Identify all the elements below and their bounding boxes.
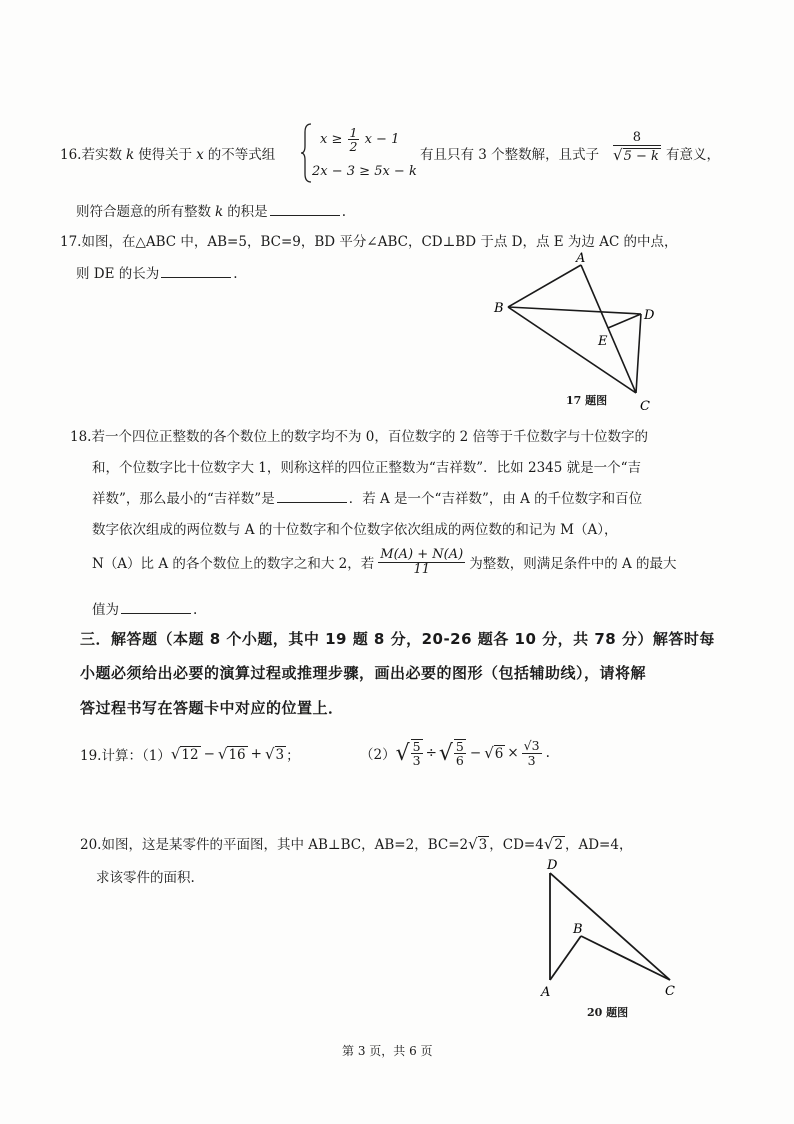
label-point-a: A	[576, 251, 586, 266]
q18-line1: 18.若一个四位正整数的各个数位上的数字均不为 0，百位数字的 2 倍等于千位数字与十位数字的	[70, 429, 649, 445]
q17-figure-caption: 17 题图	[566, 394, 608, 407]
q16-ineq1-frac-den: 2	[349, 139, 358, 155]
q19-p2-f3-num: √3	[523, 738, 540, 754]
sqrt-icon: √	[438, 740, 453, 766]
segment-de	[608, 314, 641, 328]
q20-line1	[80, 833, 632, 853]
q19-p2-frac1	[411, 739, 423, 767]
q18-fraction	[378, 548, 465, 576]
sqrt-icon: √	[613, 146, 623, 164]
label-point-d: D	[644, 308, 655, 323]
q16-line2-end: .	[341, 204, 346, 220]
q16-sqrt-fraction	[613, 130, 661, 164]
plus-sign: +	[250, 746, 262, 762]
segment-cd	[636, 314, 641, 393]
q20-line1-b: ，CD=4	[489, 837, 544, 853]
q16-line1	[60, 143, 275, 163]
q16-text-mid1: 使得关于	[138, 147, 193, 163]
segment-dc	[550, 873, 670, 980]
q17-line1: 17.如图，在△ABC 中，AB=5，BC=9，BD 平分∠ABC，CD⊥BD 于点 D，点 E 为边 AC 的中点，	[60, 234, 678, 250]
q18-line5-b: 为整数，则满足条件中的 A 的最大	[469, 556, 677, 573]
q18-line3	[92, 487, 642, 507]
q16-var-k: k	[125, 147, 135, 163]
q16-inequality-system	[300, 122, 415, 184]
q18-line2: 和，个位数字比十位数字大 1，则称这样的四位正整数为“吉祥数”．比如 2345 就是一个“吉	[92, 460, 642, 476]
page-footer: 第 3 页，共 6 页	[342, 1044, 433, 1058]
q18-line6-end: .	[193, 602, 198, 618]
q19-part1	[80, 744, 300, 764]
q19-p1-radicand-c: 3	[275, 746, 285, 763]
label-point-c: C	[640, 399, 650, 414]
q18-line3-b: ．若 A 是一个“吉祥数”，由 A 的千位数字和百位	[348, 491, 643, 507]
q16-ineq1	[320, 126, 399, 153]
divide-sign: ÷	[425, 745, 437, 761]
q19-p1-end: ；	[286, 748, 300, 764]
q17-line2	[76, 262, 238, 282]
label-point-a: A	[541, 985, 551, 1000]
minus-sign: −	[469, 745, 482, 761]
q18-line5-a: N（A）比 A 的各个数位上的数字之和大 2，若	[92, 556, 375, 573]
q20-line1-c: ，AD=4，	[564, 837, 633, 853]
sqrt-icon: √	[264, 745, 275, 763]
q17-answer-blank[interactable]	[161, 265, 231, 278]
minus-sign: −	[203, 746, 215, 762]
sqrt-icon: √	[170, 745, 181, 763]
section3-line3: 答过程书写在答题卡中对应的位置上．	[80, 699, 344, 717]
segment-ab	[508, 265, 581, 307]
sqrt-icon: √	[484, 744, 494, 762]
q18-line6-text: 值为	[92, 602, 119, 618]
times-sign: ×	[507, 745, 519, 761]
q18-frac-den: 11	[413, 561, 431, 577]
q16-ineq1-left: x ≥	[320, 132, 343, 148]
q17-line2-end: .	[233, 266, 238, 282]
q18-line4: 数字依次组成的两位数与 A 的十位数字和个位数字依次组成的两位数的和记为 M（A），	[92, 522, 618, 538]
q17-line2-text: 则 DE 的长为	[76, 266, 160, 282]
q16-var-x: x	[196, 147, 204, 163]
q18-answer-blank-2[interactable]	[121, 601, 191, 614]
q18-line6	[92, 598, 197, 618]
q18-line3-a: 祥数”，那么最小的“吉祥数”是	[92, 491, 275, 507]
q19-label: 19.计算：（1）	[80, 748, 171, 764]
q18-line5	[92, 548, 677, 576]
label-point-e: E	[598, 334, 608, 349]
q16-line2	[76, 200, 346, 220]
q19-label2: （2）	[360, 747, 396, 763]
q16-text-mid2: 的不等式组	[207, 147, 276, 163]
segment-bd	[508, 307, 641, 314]
q19-p2-f2-den: 6	[455, 753, 464, 768]
q16-answer-blank[interactable]	[270, 203, 340, 216]
q20-line2: 求该零件的面积.	[96, 870, 195, 886]
q19-p1-radicand-a: 12	[181, 746, 199, 763]
label-point-d: D	[547, 858, 558, 873]
q16-ineq2: 2x − 3 ≥ 5x − k	[312, 164, 417, 179]
section3-line2: 小题必须给出必要的演算过程或推理步骤，画出必要的图形（包括辅助线），请将解	[80, 664, 647, 682]
q20-radicand-2: 2	[554, 837, 563, 853]
q19-p2-frac2	[454, 739, 466, 767]
q16-ineq1-frac-num: 1	[349, 125, 358, 140]
segment-bc	[581, 936, 670, 980]
q19-p2-radicand: 6	[494, 745, 504, 762]
section3-line1: 三．解答题（本题 8 个小题，其中 19 题 8 分，20-26 题各 10 分，共 78 分）解答时每	[80, 630, 715, 648]
q19-p2-f3-den: 3	[527, 752, 536, 768]
sqrt-icon: √	[217, 745, 228, 763]
segment-ab	[550, 936, 581, 980]
q19-p1-radicand-b: 16	[228, 746, 246, 763]
q20-figure	[535, 855, 685, 1005]
q16-after-frac: 有意义，	[666, 147, 720, 163]
q19-p2-f2-num: 5	[455, 738, 464, 754]
q20-figure-caption: 20 题图	[587, 1006, 629, 1019]
q20-radicand-1: 3	[478, 837, 488, 853]
q16-frac-num: 8	[613, 130, 661, 146]
sqrt-icon: √	[468, 835, 478, 853]
sqrt-icon: √	[543, 835, 554, 853]
q18-frac-num: M(A) + N(A)	[380, 547, 464, 562]
q16-frac-den	[613, 146, 661, 164]
q16-line2-tail: 的积是	[227, 204, 268, 220]
q19-p2-f1-den: 3	[412, 753, 421, 768]
label-point-b: B	[494, 301, 504, 316]
q19-part2	[360, 733, 550, 773]
q20-line1-a: 20.如图，这是某零件的平面图，其中 AB⊥BC，AB=2，BC=2	[80, 837, 469, 853]
label-point-b: B	[573, 922, 583, 937]
q16-frac-den-radicand: 5 − k	[623, 149, 659, 164]
q19-p2-f1-num: 5	[412, 738, 421, 754]
label-point-c: C	[665, 984, 675, 999]
q19-p2-frac3	[522, 739, 542, 766]
sqrt-icon: √	[395, 740, 410, 766]
q18-answer-blank-1[interactable]	[277, 490, 347, 503]
q16-ineq1-tail: x − 1	[364, 132, 400, 148]
q16-line2-text: 则符合题意的所有整数	[76, 204, 211, 220]
q16-text-pre: 16.若实数	[60, 147, 122, 163]
q16-line2-var-k: k	[215, 204, 224, 220]
q16-after-system: 有且只有 3 个整数解，且式子	[420, 147, 600, 163]
q19-p2-end: .	[545, 745, 550, 761]
q16-ineq1-frac	[348, 126, 360, 153]
